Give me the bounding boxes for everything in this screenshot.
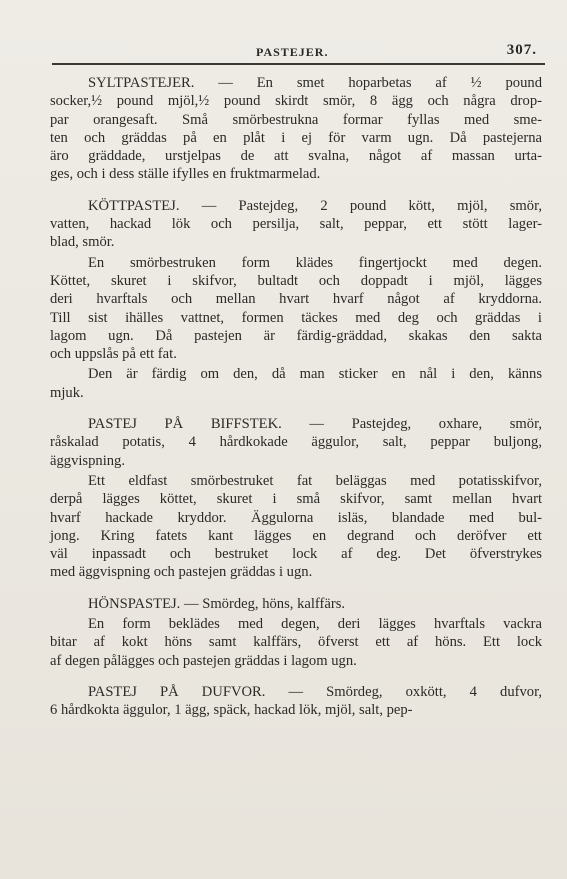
text-line: HÖNSPASTEJ. — Smördeg, höns, kalffärs. <box>88 595 346 612</box>
text-line: Den är färdig om den, då man sticker en nål i den, känns <box>88 366 542 383</box>
text-line: råskalad potatis, 4 hårdkokade äggulor, salt, peppar buljong, <box>50 434 542 451</box>
text-line: SYLTPASTEJER. — En smet hoparbetas af ½ pound <box>88 75 542 91</box>
recipe <box>50 197 542 402</box>
text-line: ten och gräddas på en plåt i ej för varm ugn. Då pastejerna <box>50 129 542 146</box>
text-line: En smörbestruken form klädes fingertjockt med degen. <box>88 254 542 271</box>
recipe <box>50 595 542 670</box>
recipe-paragraph <box>50 615 542 670</box>
recipe-heading-paragraph <box>50 415 542 470</box>
text-line: hvarf hackade kryddor. Äggulorna isläs, blandade med bul- <box>50 509 542 526</box>
recipe-paragraph <box>50 365 542 402</box>
running-head <box>44 40 541 62</box>
text-line: 6 hårdkokta äggulor, 1 ägg, späck, hackad lök, mjöl, salt, pep- <box>50 702 413 719</box>
text-line: af degen pålägges och pastejen gräddas i lagom ugn. <box>50 652 357 669</box>
recipe-heading-paragraph <box>50 197 542 252</box>
page-number: 307. <box>506 42 537 58</box>
text-line: par orangesaft. Små smörbestrukna formar fyllas med sme- <box>50 111 542 128</box>
text-line: äggvispning. <box>50 452 125 469</box>
text-line: ges, och i dess ställe ifylles en fruktmarmelad. <box>50 166 321 183</box>
recipe-heading-paragraph <box>50 683 542 720</box>
text-line: KÖTTPASTEJ. — Pastejdeg, 2 pound kött, mjöl, smör, <box>88 197 542 214</box>
text-line: derpå lägges köttet, skuret i små skifvor, samt mellan hvart <box>50 491 542 508</box>
text-line: äro gräddade, urstjelpas de att svalna, något af massan urta- <box>50 148 542 165</box>
text-line: Ett eldfast smörbestruket fat beläggas med potatisskifvor, <box>88 472 542 489</box>
text-line: lagom ugn. Då pastejen är färdig-gräddad, skakas den sakta <box>50 327 542 344</box>
text-line: PASTEJ PÅ DUFVOR. — Smördeg, oxkött, 4 dufvor, <box>88 683 542 700</box>
text-line: med äggvispning och pastejen gräddas i ugn. <box>50 564 313 581</box>
header-rule <box>52 63 545 65</box>
text-line: deri hvarftals och mellan hvart hvarf något af kryddorna. <box>50 291 542 308</box>
recipe-heading-paragraph <box>50 595 542 613</box>
text-line: PASTEJ PÅ BIFFSTEK. — Pastejdeg, oxhare, smör, <box>88 416 542 433</box>
recipe-paragraph <box>50 472 542 582</box>
recipe <box>50 683 542 720</box>
text-line: bitar af kokt höns samt kalffärs, öfverst ett af höns. Ett lock <box>50 634 542 651</box>
text-line: jong. Kring fatets kant lägges en degrand och deröfver ett <box>50 527 542 544</box>
recipe <box>50 74 542 184</box>
running-head-title: PASTEJER. <box>256 45 329 59</box>
text-line: vatten, hackad lök och persilja, salt, peppar, ett stött lager- <box>50 216 542 233</box>
text-line: och uppslås på ett fat. <box>50 346 177 363</box>
text-line: Till sist ihälles vattnet, formen täckes med deg och gräddas i <box>50 309 542 326</box>
recipe-heading-paragraph <box>50 74 542 184</box>
text-line: En form beklädes med degen, deri lägges hvarftals vackra <box>88 616 542 633</box>
page-body <box>50 74 542 733</box>
recipe-paragraph <box>50 254 542 364</box>
text-line: blad, smör. <box>50 234 115 251</box>
text-line: mjuk. <box>50 384 84 401</box>
text-line: Köttet, skuret i skifvor, bultadt och doppadt i mjöl, lägges <box>50 272 542 289</box>
text-line: socker,½ pound mjöl,½ pound skirdt smör, 8 ägg och några drop- <box>50 93 542 110</box>
text-line: väl inpassadt och bestruket lock af deg. Det öfverstrykes <box>50 546 542 563</box>
recipe <box>50 415 542 582</box>
